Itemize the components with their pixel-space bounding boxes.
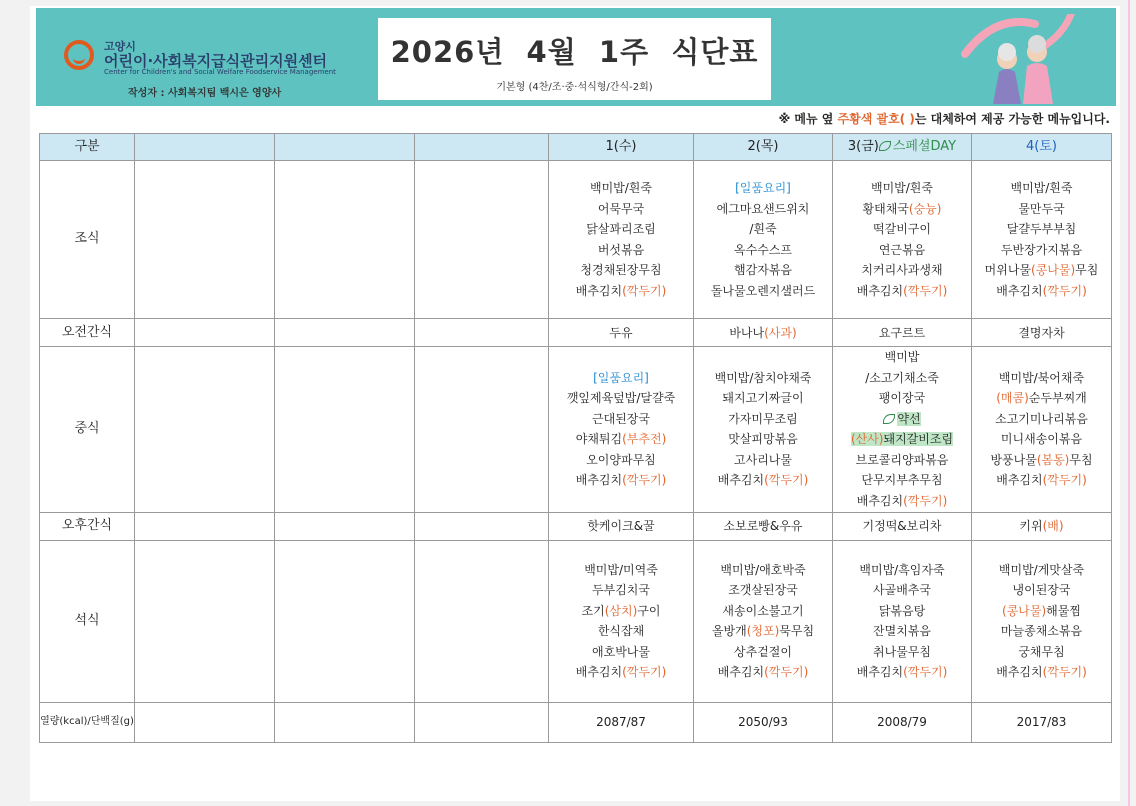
nutrition-cell: 2008/79	[833, 702, 972, 742]
menu-item-text: 조기	[581, 603, 605, 618]
menu-item: 에그마요샌드위치	[716, 201, 810, 216]
menu-item: 버섯볶음	[597, 242, 645, 257]
menu-item-text: 배추김치	[717, 665, 765, 680]
empty-cell	[275, 702, 415, 742]
menu-cell	[549, 540, 694, 702]
menu-item	[549, 601, 693, 622]
menu-item: 청경채된장무침	[580, 263, 662, 278]
notice-prefix: ※ 메뉴 옆	[778, 112, 838, 126]
empty-cell	[135, 512, 275, 540]
org-city: 고양시	[104, 40, 136, 53]
menu-alt: (깍두기)	[903, 665, 948, 680]
empty-cell	[415, 319, 549, 347]
empty-day-header	[275, 134, 415, 161]
am-snack-row	[40, 319, 1112, 347]
menu-item: 백미밥/흰죽	[870, 181, 933, 196]
leaf-icon	[883, 414, 895, 424]
menu-tag: [일품요리]	[593, 370, 649, 385]
notice-suffix: 는 대체하여 제공 가능한 메뉴입니다.	[914, 112, 1110, 126]
page-edge-line	[1128, 0, 1130, 806]
menu-item: 옥수수스프	[734, 242, 792, 257]
menu-item: 두반장가지볶음	[1000, 242, 1083, 257]
snack-cell: 기정떡&보리차	[833, 512, 972, 540]
nutrition-row	[40, 702, 1112, 742]
special-menu-item: 돼지갈비조림	[883, 432, 954, 447]
empty-cell	[135, 319, 275, 347]
menu-cell	[833, 540, 972, 702]
menu-item	[972, 662, 1111, 683]
pm-snack-row	[40, 512, 1112, 540]
snack-cell	[972, 512, 1112, 540]
menu-item: 마늘종채소볶음	[1000, 624, 1083, 639]
nutrition-cell: 2087/87	[549, 702, 694, 742]
page-subtitle: 기본형 (4찬/조·중·석식형/간식-2회)	[496, 82, 653, 93]
menu-alt: (깍두기)	[622, 473, 667, 488]
menu-item: 햄감자볶음	[734, 263, 792, 278]
empty-cell	[275, 319, 415, 347]
row-label-am-snack: 오전간식	[40, 319, 135, 347]
menu-alt: (청포)	[746, 624, 780, 639]
menu-cell	[694, 161, 833, 319]
menu-item: 브로콜리양파볶음	[855, 452, 949, 467]
menu-item: 사골배추국	[873, 583, 931, 598]
dinner-row	[40, 540, 1112, 702]
dancing-seniors-illustration	[955, 14, 1085, 104]
menu-alt: (깍두기)	[764, 473, 809, 488]
menu-alt: (배)	[1042, 518, 1064, 533]
menu-item: 냉이된장국	[1012, 583, 1071, 598]
menu-item: 두부김치국	[592, 583, 650, 598]
menu-item	[694, 470, 832, 491]
menu-item	[549, 429, 693, 450]
menu-alt: (깍두기)	[622, 283, 667, 298]
menu-item-text: 황태채국	[862, 201, 909, 216]
menu-item: 상추겉절이	[734, 644, 792, 659]
menu-item: /흰죽	[749, 222, 777, 237]
menu-item: 취나물무침	[873, 644, 931, 659]
menu-item: 백미밥/흑임자죽	[859, 562, 945, 577]
empty-cell	[275, 512, 415, 540]
snack-cell: 소보로빵&우유	[694, 512, 833, 540]
empty-cell	[415, 161, 549, 319]
meal-table	[39, 133, 1112, 743]
menu-item: 닭살꽈리조림	[586, 222, 656, 237]
menu-alt: (깍두기)	[1042, 665, 1087, 680]
menu-item: 오이양파무침	[586, 452, 656, 467]
menu-item	[833, 409, 971, 430]
menu-alt: (숭늉)	[908, 201, 942, 216]
menu-cell	[972, 540, 1112, 702]
menu-item	[833, 491, 971, 512]
menu-item	[972, 601, 1111, 622]
nutrition-cell: 2050/93	[694, 702, 833, 742]
snack-cell: 결명자차	[972, 319, 1112, 347]
page-title: 2026년 4월 1주 식단표	[390, 35, 759, 69]
menu-item-text: 배추김치	[575, 473, 623, 488]
menu-item: 닭볶음탕	[878, 603, 926, 618]
menu-cell	[833, 347, 972, 512]
menu-item: 소고기미나리볶음	[995, 411, 1088, 426]
menu-item: 애호박나물	[592, 644, 650, 659]
menu-cell	[694, 540, 833, 702]
menu-item	[972, 388, 1111, 409]
menu-alt: (깍두기)	[903, 283, 948, 298]
menu-alt: (매콤)	[996, 391, 1029, 406]
menu-item: 조갯살된장국	[728, 583, 798, 598]
row-label-dinner: 석식	[40, 540, 135, 702]
org-logo-icon	[64, 40, 94, 70]
menu-item	[972, 281, 1111, 302]
menu-item	[972, 450, 1111, 471]
menu-item-text: 올방개	[711, 624, 747, 639]
menu-item	[549, 281, 693, 302]
day-header-1: 1(수)	[549, 134, 694, 161]
menu-item	[549, 470, 693, 491]
menu-alt: (깍두기)	[764, 665, 809, 680]
menu-item: 백미밥/미역죽	[584, 562, 658, 577]
menu-item	[833, 429, 971, 450]
menu-item-text: 방풍나물	[990, 452, 1037, 467]
menu-item	[694, 621, 832, 642]
menu-cell	[549, 347, 694, 512]
menu-item: 백미밥	[884, 350, 920, 365]
menu-alt: (부추전)	[622, 432, 667, 447]
breakfast-row	[40, 161, 1112, 319]
leaf-icon	[879, 141, 891, 151]
org-name: 어린이·사회복지급식관리지원센터	[104, 52, 328, 70]
nutrition-cell: 2017/83	[972, 702, 1112, 742]
author: 작성자 : 사회복지팀 백시은 영양사	[128, 88, 282, 99]
row-label-lunch: 중식	[40, 347, 135, 512]
title-box	[378, 18, 771, 100]
row-label-pm-snack: 오후간식	[40, 512, 135, 540]
menu-item-text: 배추김치	[996, 473, 1043, 488]
menu-item-text: 배추김치	[575, 665, 623, 680]
menu-item	[833, 662, 971, 683]
menu-cell	[833, 161, 972, 319]
special-tag: 약선	[897, 411, 921, 426]
menu-alt: (사과)	[764, 325, 797, 340]
menu-alt: (깍두기)	[622, 665, 667, 680]
menu-item-text: 머위나물	[984, 263, 1032, 278]
menu-item: 궁채무침	[1018, 644, 1065, 659]
snack-cell	[694, 319, 833, 347]
menu-tag: [일품요리]	[735, 181, 791, 196]
menu-item: 한식잡채	[597, 624, 645, 639]
empty-cell	[275, 540, 415, 702]
row-label-breakfast: 조식	[40, 161, 135, 319]
menu-item: 백미밥/흰죽	[589, 181, 652, 196]
menu-item: 단무지부추무침	[861, 473, 943, 488]
empty-cell	[135, 540, 275, 702]
snack-cell: 두유	[549, 319, 694, 347]
menu-item	[549, 662, 693, 683]
empty-cell	[275, 161, 415, 319]
snack-cell: 핫케이크&꿀	[549, 512, 694, 540]
menu-cell	[694, 347, 833, 512]
menu-item: 치커리사과생채	[861, 263, 943, 278]
menu-item	[833, 281, 971, 302]
menu-item-text: 배추김치	[856, 283, 904, 298]
menu-item-text: 무침	[1075, 263, 1099, 278]
empty-day-header	[135, 134, 275, 161]
menu-cell	[549, 161, 694, 319]
empty-cell	[135, 347, 275, 512]
empty-cell	[415, 540, 549, 702]
empty-cell	[415, 702, 549, 742]
empty-day-header	[415, 134, 549, 161]
menu-alt: (봄동)	[1036, 452, 1070, 467]
snack-text: 키위	[1019, 518, 1043, 533]
menu-item: /소고기채소죽	[865, 370, 939, 385]
menu-item: 가자미무조림	[728, 411, 798, 426]
day-header-3-label: 3(금)	[847, 138, 879, 154]
menu-item: 백미밥/게맛살죽	[998, 562, 1085, 577]
menu-item-text: 배추김치	[575, 283, 623, 298]
menu-item	[972, 260, 1111, 281]
snack-text: 바나나	[729, 325, 765, 340]
special-day-badge: 스페셜DAY	[892, 138, 957, 154]
empty-cell	[275, 347, 415, 512]
menu-item: 미니새송이볶음	[1000, 432, 1083, 447]
menu-alt: (콩나물)	[1002, 603, 1047, 618]
notice-text	[600, 110, 1110, 127]
menu-item	[694, 662, 832, 683]
menu-item: 고사리나물	[734, 452, 792, 467]
menu-item: 물만두국	[1018, 201, 1065, 216]
menu-alt: (깍두기)	[903, 493, 948, 508]
menu-item: 어묵무국	[597, 201, 645, 216]
empty-cell	[415, 347, 549, 512]
menu-alt: (깍두기)	[1042, 283, 1087, 298]
day-header-2: 2(목)	[694, 134, 833, 161]
menu-item	[833, 199, 971, 220]
menu-item	[972, 470, 1111, 491]
empty-cell	[135, 702, 275, 742]
menu-item-text: 배추김치	[856, 493, 904, 508]
menu-item: 돌나물오렌지샐러드	[710, 283, 816, 298]
menu-alt: (산사)	[850, 432, 884, 447]
menu-alt: (콩나물)	[1031, 263, 1076, 278]
category-header: 구분	[40, 134, 135, 161]
org-name-en: Center for Children's and Social Welfare Foodservice Management	[104, 68, 336, 76]
menu-item: 달걀두부부침	[1006, 222, 1077, 237]
menu-item: 떡갈비구이	[873, 222, 931, 237]
menu-item-text: 배추김치	[856, 665, 904, 680]
menu-item-text: 해물찜	[1046, 603, 1081, 618]
empty-cell	[415, 512, 549, 540]
header-row	[40, 134, 1112, 161]
menu-item-text: 무침	[1069, 452, 1093, 467]
menu-cell	[972, 347, 1112, 512]
menu-item: 백미밥/북어채죽	[998, 370, 1085, 385]
menu-item-text: 야채튀김	[575, 432, 623, 447]
menu-cell	[972, 161, 1112, 319]
menu-item-text: 배추김치	[996, 283, 1043, 298]
menu-item-text: 배추김치	[996, 665, 1043, 680]
row-label-nutrition: 열량(kcal)/단백질(g)	[40, 702, 135, 742]
empty-cell	[135, 161, 275, 319]
menu-item: 깻잎제육덮밥/달걀죽	[566, 391, 676, 406]
menu-alt: (깍두기)	[1042, 473, 1087, 488]
menu-item: 돼지고기짜글이	[722, 391, 804, 406]
menu-item-text: 순두부찌개	[1028, 391, 1087, 406]
menu-item: 연근볶음	[878, 242, 926, 257]
menu-item: 근대된장국	[592, 411, 650, 426]
lunch-row	[40, 347, 1112, 512]
menu-item: 팽이장국	[878, 391, 926, 406]
day-header-3	[833, 134, 972, 161]
menu-item: 백미밥/참치야채죽	[714, 370, 812, 385]
menu-item: 백미밥/흰죽	[1010, 181, 1073, 196]
menu-item-text: 묵무침	[779, 624, 815, 639]
menu-alt: (삼치)	[604, 603, 638, 618]
menu-item: 잔멸치볶음	[873, 624, 931, 639]
snack-cell: 요구르트	[833, 319, 972, 347]
menu-item: 백미밥/애호박죽	[720, 562, 806, 577]
day-header-4: 4(토)	[972, 134, 1112, 161]
menu-item-text: 구이	[637, 603, 661, 618]
menu-item-text: 배추김치	[717, 473, 765, 488]
notice-highlight: 주황색 괄호( )	[837, 112, 915, 126]
menu-item: 맛살피망볶음	[728, 432, 798, 447]
menu-item: 새송이소불고기	[722, 603, 804, 618]
